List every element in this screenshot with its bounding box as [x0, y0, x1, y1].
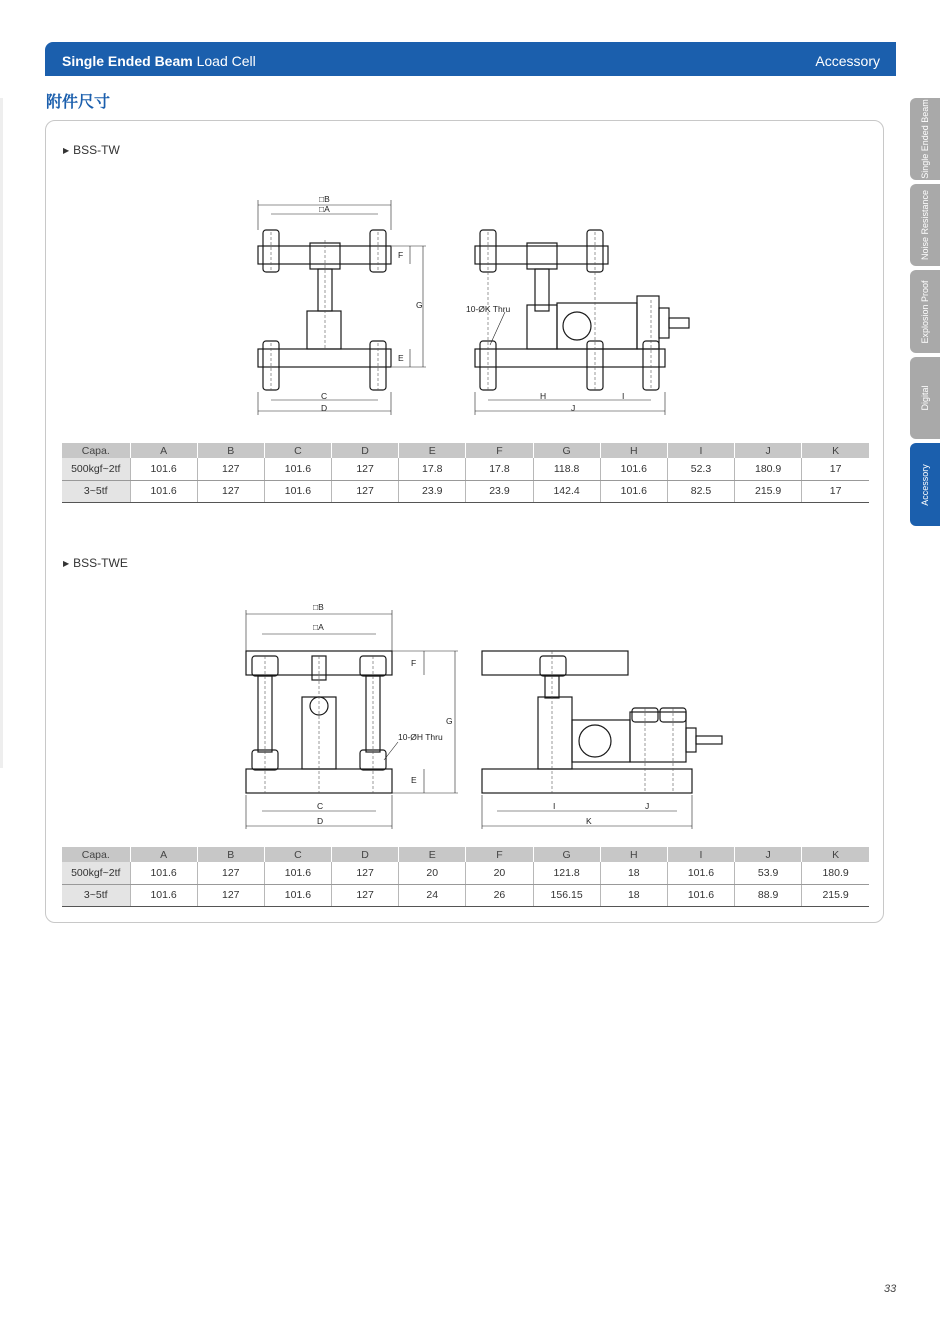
- table-header-cell: I: [667, 443, 734, 458]
- table-cell: 101.6: [264, 862, 331, 884]
- table-cell: 53.9: [735, 862, 802, 884]
- table-cell: 127: [332, 862, 399, 884]
- table-cell: 101.6: [264, 458, 331, 480]
- table-cell: 101.6: [600, 480, 667, 502]
- dim-label-sq-b: □B: [313, 602, 324, 612]
- table-cell: 101.6: [264, 480, 331, 502]
- table-cell: 121.8: [533, 862, 600, 884]
- table-row: [62, 884, 869, 906]
- page-subtitle: 附件尺寸: [46, 92, 111, 111]
- side-tab-label: Single Ended Beam: [920, 99, 930, 179]
- table-cell: 26: [466, 884, 533, 906]
- table-header-row: [62, 443, 869, 458]
- table-cell: 101.6: [667, 884, 734, 906]
- table-row: [62, 480, 869, 502]
- table-cell: 180.9: [802, 862, 869, 884]
- table-cell: 180.9: [735, 458, 802, 480]
- dim-label-i: I: [622, 391, 625, 401]
- table-header-cell: C: [264, 847, 331, 862]
- table-cell: 3~5tf: [62, 480, 130, 502]
- table-cell: 17.8: [466, 458, 533, 480]
- table-header-cell: J: [735, 443, 802, 458]
- table-header-cell: Capa.: [62, 847, 130, 862]
- table-cell: 101.6: [130, 480, 197, 502]
- table-cell: 142.4: [533, 480, 600, 502]
- table-header-cell: B: [197, 847, 264, 862]
- side-tab-label: Noise Resistance: [920, 189, 930, 261]
- table-header-cell: B: [197, 443, 264, 458]
- table-cell: 101.6: [264, 884, 331, 906]
- table-cell: 101.6: [130, 862, 197, 884]
- dim-label-i: I: [553, 801, 556, 811]
- table-cell: 23.9: [466, 480, 533, 502]
- dim-label-thru: 10-ØH Thru: [398, 732, 443, 742]
- table-cell: 82.5: [667, 480, 734, 502]
- dim-label-f: F: [411, 658, 417, 668]
- table-cell: 17: [802, 458, 869, 480]
- table-header-cell: C: [264, 443, 331, 458]
- table-header-cell: I: [667, 847, 734, 862]
- table-cell: 20: [466, 862, 533, 884]
- table-cell: 23.9: [399, 480, 466, 502]
- dim-label-d: D: [317, 816, 324, 826]
- dim-label-c: C: [321, 391, 328, 401]
- table-cell: 52.3: [667, 458, 734, 480]
- section-name: Accessory: [815, 53, 880, 69]
- dim-label-sq-a: □A: [319, 204, 330, 214]
- table-header-cell: J: [735, 847, 802, 862]
- table-header-cell: E: [399, 443, 466, 458]
- table-header-cell: H: [600, 443, 667, 458]
- bss-tw-spec-table: [62, 443, 869, 503]
- table-cell: 20: [399, 862, 466, 884]
- side-tab-label: Digital: [920, 385, 930, 411]
- table-row: [62, 458, 869, 480]
- table-header-cell: G: [533, 847, 600, 862]
- table-header-cell: K: [802, 443, 869, 458]
- table-cell: 127: [197, 862, 264, 884]
- page-number: 33: [884, 1283, 897, 1295]
- table-row: [62, 862, 869, 884]
- table-cell: 18: [600, 884, 667, 906]
- dim-label-thru: 10-ØK Thru: [466, 304, 511, 314]
- dim-label-sq-b: □B: [319, 194, 330, 204]
- dim-label-c: C: [317, 801, 324, 811]
- dim-label-j: J: [571, 403, 576, 413]
- triangle-bullet-icon: ▶: [63, 146, 70, 155]
- dim-label-e: E: [398, 353, 404, 363]
- table-header-cell: G: [533, 443, 600, 458]
- table-cell: 500kgf~2tf: [62, 458, 130, 480]
- table-cell: 18: [600, 862, 667, 884]
- table-cell: 101.6: [667, 862, 734, 884]
- table-header-row: [62, 847, 869, 862]
- table-header-cell: H: [600, 847, 667, 862]
- table-cell: 17.8: [399, 458, 466, 480]
- table-header-cell: A: [130, 847, 197, 862]
- table-header-cell: D: [332, 847, 399, 862]
- table-header-cell: A: [130, 443, 197, 458]
- table-header-cell: D: [332, 443, 399, 458]
- table-header-cell: Capa.: [62, 443, 130, 458]
- dim-label-d: D: [321, 403, 328, 413]
- bss-twe-spec-table: [62, 847, 869, 907]
- table-cell: 127: [332, 884, 399, 906]
- table-cell: 127: [197, 884, 264, 906]
- table-cell: 17: [802, 480, 869, 502]
- table-cell: 500kgf~2tf: [62, 862, 130, 884]
- table-cell: 127: [197, 480, 264, 502]
- table-cell: 156.15: [533, 884, 600, 906]
- table-header-cell: F: [466, 443, 533, 458]
- table-header-cell: E: [399, 847, 466, 862]
- table-cell: 127: [197, 458, 264, 480]
- triangle-bullet-icon: ▶: [63, 559, 70, 568]
- table-cell: 101.6: [130, 458, 197, 480]
- dim-label-k: K: [586, 816, 592, 826]
- dim-label-g: G: [416, 300, 423, 310]
- dim-label-e: E: [411, 775, 417, 785]
- side-tab-label: Explosion Proof: [920, 279, 930, 344]
- table-header-cell: F: [466, 847, 533, 862]
- table-cell: 215.9: [802, 884, 869, 906]
- table-cell: 118.8: [533, 458, 600, 480]
- table-cell: 101.6: [600, 458, 667, 480]
- side-tab-label: Accessory: [920, 463, 930, 506]
- table-cell: 127: [332, 480, 399, 502]
- dim-label-f: F: [398, 250, 404, 260]
- table-cell: 24: [399, 884, 466, 906]
- model-label-bss-twe: ▶ BSS-TWE: [63, 556, 128, 570]
- dim-label-h: H: [540, 391, 547, 401]
- table-cell: 101.6: [130, 884, 197, 906]
- table-cell: 127: [332, 458, 399, 480]
- table-cell: 215.9: [735, 480, 802, 502]
- table-cell: 88.9: [735, 884, 802, 906]
- table-cell: 3~5tf: [62, 884, 130, 906]
- dim-label-g: G: [446, 716, 453, 726]
- model-label-bss-tw: ▶ BSS-TW: [63, 143, 120, 157]
- document-title: Single Ended Beam Load Cell: [62, 53, 256, 69]
- dim-label-j: J: [645, 801, 650, 811]
- table-header-cell: K: [802, 847, 869, 862]
- dim-label-sq-a: □A: [313, 622, 324, 632]
